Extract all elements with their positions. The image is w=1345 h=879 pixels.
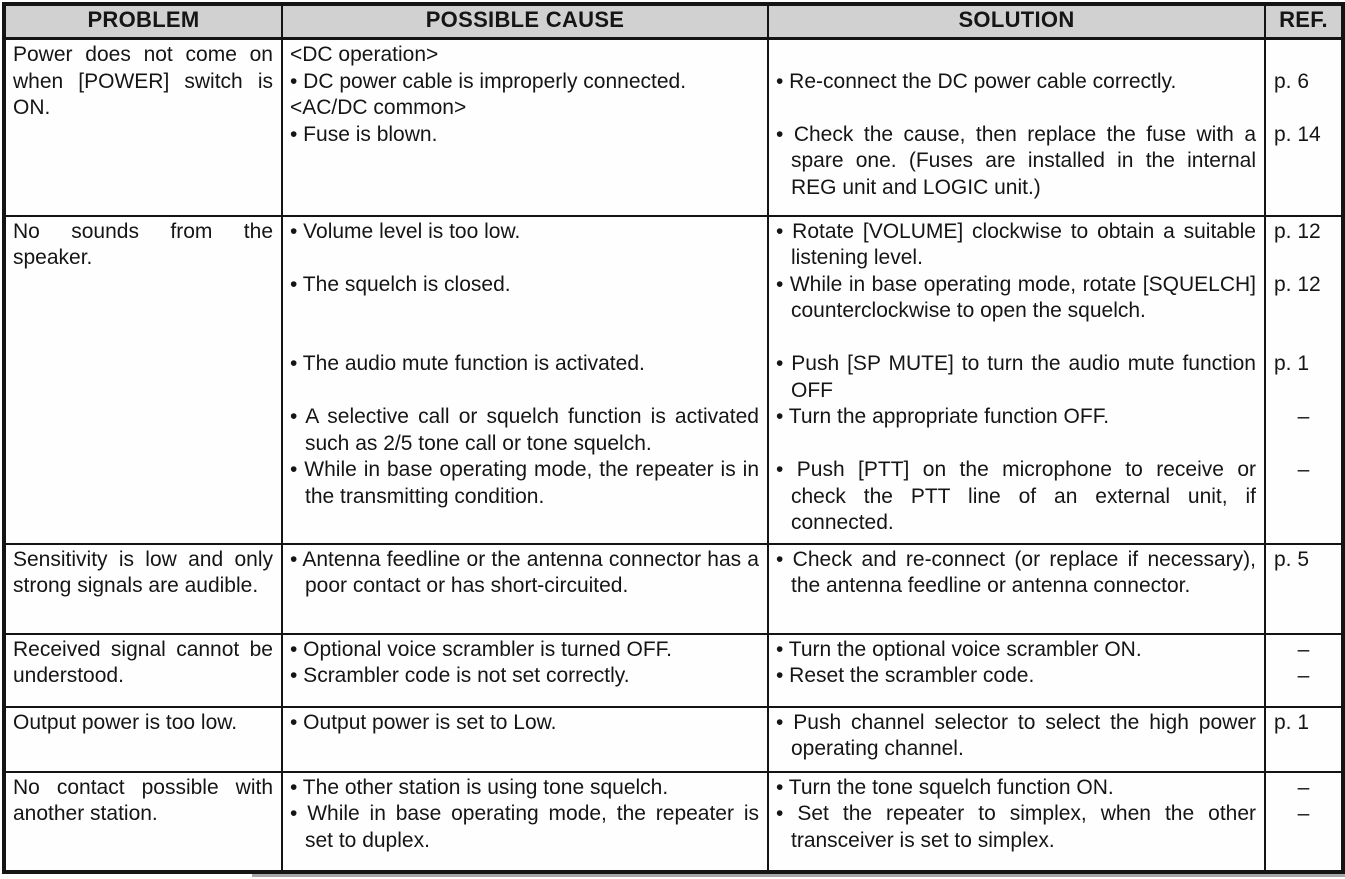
table-row bbox=[4, 39, 1343, 216]
column-header-ref: REF. bbox=[1265, 4, 1343, 39]
table-row bbox=[4, 544, 1343, 634]
problem-cell bbox=[4, 772, 282, 872]
table-row bbox=[4, 216, 1343, 544]
cause-item: • Scrambler code is not set correctly. bbox=[290, 664, 630, 687]
solution-item: • Reset the scrambler code. bbox=[776, 664, 1035, 687]
ref-cell bbox=[1265, 772, 1343, 872]
cause-item: • The other station is using tone squelch. bbox=[290, 775, 669, 799]
problem-cell bbox=[4, 707, 282, 772]
column-header-solution: SOLUTION bbox=[768, 4, 1265, 39]
ref-item: – bbox=[1297, 802, 1310, 825]
ref-item: p. 12 bbox=[1274, 272, 1321, 296]
ref-item: – bbox=[1297, 458, 1310, 481]
solution-item: • Rotate [VOLUME] clockwise to obtain a suitable listening level. bbox=[776, 219, 1256, 269]
solution-cell bbox=[768, 772, 1265, 872]
ref-item: p. 12 bbox=[1274, 219, 1321, 243]
cause-item: • The audio mute function is activated. bbox=[290, 352, 645, 375]
header-row bbox=[4, 4, 1343, 39]
solution-item: • Turn the optional voice scrambler ON. bbox=[776, 637, 1142, 661]
column-header-problem: PROBLEM bbox=[4, 4, 282, 39]
table-row bbox=[4, 707, 1343, 772]
cause-item: • While in base operating mode, the repeater is set to duplex. bbox=[290, 802, 759, 852]
ref-item: – bbox=[1297, 775, 1310, 799]
ref-item: – bbox=[1297, 637, 1310, 661]
table-body bbox=[4, 39, 1343, 872]
cause-item: • While in base operating mode, the repeater is in the transmitting condition. bbox=[290, 458, 759, 508]
problem-text: Sensitivity is low and only strong signals are audible. bbox=[13, 547, 273, 597]
ref-item: – bbox=[1297, 405, 1310, 428]
solution-cell bbox=[768, 634, 1265, 707]
cause-item: • Optional voice scrambler is turned OFF. bbox=[290, 637, 672, 661]
problem-text: Power does not come on when [POWER] switch is ON. bbox=[13, 43, 273, 119]
problem-text: Received signal cannot be understood. bbox=[13, 637, 273, 687]
problem-cell bbox=[4, 216, 282, 544]
table-row bbox=[4, 772, 1343, 872]
ref-cell bbox=[1265, 216, 1343, 544]
solution-cell bbox=[768, 707, 1265, 772]
ref-item: p. 6 bbox=[1274, 69, 1310, 93]
solution-item: • Set the repeater to simplex, when the other transceiver is set to simplex. bbox=[776, 802, 1256, 852]
solution-item: • Push [SP MUTE] to turn the audio mute function OFF bbox=[776, 352, 1256, 402]
solution-cell bbox=[768, 544, 1265, 634]
cause-cell bbox=[282, 544, 768, 634]
cause-cell bbox=[282, 772, 768, 872]
table-header bbox=[4, 4, 1343, 39]
ref-item: p. 1 bbox=[1274, 710, 1310, 734]
problem-text: Output power is too low. bbox=[13, 710, 238, 734]
solution-item: • Re-connect the DC power cable correctly. bbox=[776, 69, 1177, 93]
solution-cell bbox=[768, 39, 1265, 216]
troubleshooting-table bbox=[2, 2, 1345, 874]
cause-item: <DC operation> bbox=[290, 43, 439, 66]
cause-item: • Output power is set to Low. bbox=[290, 710, 557, 734]
cause-item: • A selective call or squelch function is activated such as 2/5 tone call or tone squelch. bbox=[290, 405, 759, 455]
table-row bbox=[4, 634, 1343, 707]
solution-item: • While in base operating mode, rotate [SQUELCH] counterclockwise to open the squelch. bbox=[776, 272, 1256, 322]
problem-cell bbox=[4, 39, 282, 216]
ref-cell bbox=[1265, 39, 1343, 216]
ref-cell bbox=[1265, 634, 1343, 707]
problem-cell bbox=[4, 544, 282, 634]
column-header-possible-cause: POSSIBLE CAUSE bbox=[282, 4, 768, 39]
cause-cell bbox=[282, 634, 768, 707]
scan-shadow-artifact bbox=[252, 874, 1345, 877]
problem-text: No contact possible with another station. bbox=[13, 775, 273, 825]
solution-item: • Turn the tone squelch function ON. bbox=[776, 775, 1114, 799]
cause-item: • The squelch is closed. bbox=[290, 272, 511, 296]
cause-cell bbox=[282, 707, 768, 772]
ref-cell bbox=[1265, 544, 1343, 634]
cause-item: • Volume level is too low. bbox=[290, 219, 521, 243]
cause-item: • Fuse is blown. bbox=[290, 122, 438, 146]
problem-text: No sounds from the speaker. bbox=[13, 219, 273, 269]
ref-item: p. 14 bbox=[1274, 122, 1321, 146]
ref-cell bbox=[1265, 707, 1343, 772]
cause-cell bbox=[282, 216, 768, 544]
cause-item: <AC/DC common> bbox=[290, 96, 467, 119]
ref-item: p. 1 bbox=[1274, 352, 1310, 375]
cause-cell bbox=[282, 39, 768, 216]
solution-item: • Push [PTT] on the microphone to receive or check the PTT line of an external unit, if connected. bbox=[776, 458, 1256, 534]
ref-item: – bbox=[1297, 664, 1310, 687]
problem-cell bbox=[4, 634, 282, 707]
cause-item: • Antenna feedline or the antenna connector has a poor contact or has short-circuited. bbox=[290, 547, 759, 597]
ref-item: p. 5 bbox=[1274, 547, 1310, 571]
cause-item: • DC power cable is improperly connected. bbox=[290, 69, 687, 93]
solution-cell bbox=[768, 216, 1265, 544]
solution-item: • Turn the appropriate function OFF. bbox=[776, 405, 1110, 428]
solution-item: • Check the cause, then replace the fuse with a spare one. (Fuses are installed in the internal REG unit and LOGIC unit.) bbox=[776, 122, 1256, 199]
solution-item: • Check and re-connect (or replace if necessary), the antenna feedline or antenna connector. bbox=[776, 547, 1256, 597]
solution-item: • Push channel selector to select the high power operating channel. bbox=[776, 710, 1256, 760]
